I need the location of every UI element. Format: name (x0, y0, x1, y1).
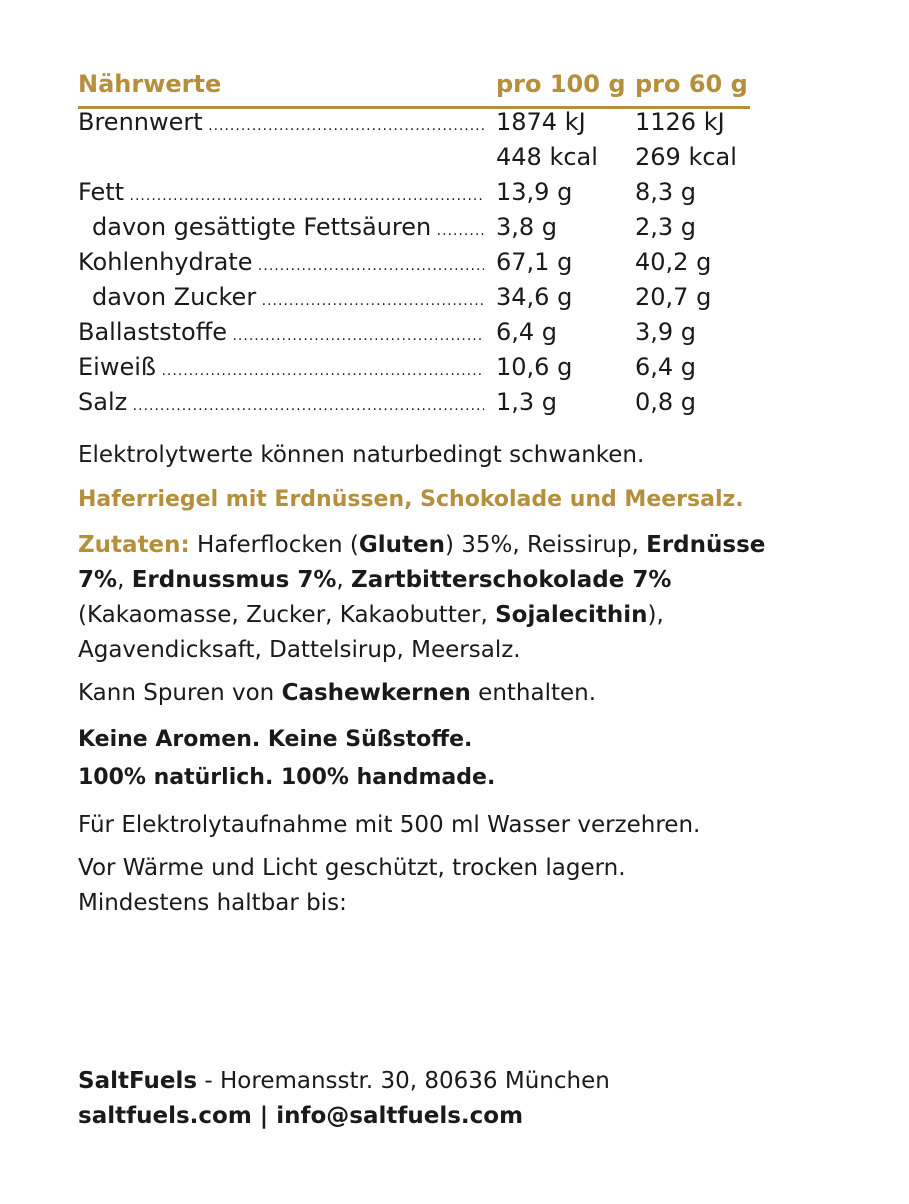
nutrient-name: Ballaststoffe ..... (78, 318, 484, 353)
company-street: - Horemansstr. 30, 80636 München (197, 1068, 610, 1094)
nutrient-name: davon Zucker ..... (92, 283, 484, 318)
nutrition-row-salz (78, 388, 758, 423)
traces-text: enthalten. (470, 680, 597, 706)
claim-no-additives: Keine Aromen. Keine Süßstoffe. (78, 727, 473, 752)
claim-natural-handmade: 100% natürlich. 100% handmade. (78, 765, 496, 790)
storage-note: Vor Wärme und Licht geschützt, trocken lagern. (78, 855, 626, 881)
ingredients-text: , (117, 567, 132, 593)
nutrition-header-name: Nährwerte (78, 70, 222, 98)
ingredients-text: ) 35%, Reissirup, (444, 532, 639, 558)
ingredients-label: Zutaten: (78, 532, 190, 558)
nutrient-per100: 1,3 g (496, 388, 558, 416)
company-address (78, 1064, 838, 1099)
nutrient-per100: 34,6 g (496, 283, 573, 311)
company-website-link[interactable]: saltfuels.com (78, 1103, 252, 1129)
ingredients-text: Haferflocken ( (189, 532, 359, 558)
nutrient-per100: 13,9 g (496, 178, 573, 206)
nutrition-row-eiweiss (78, 353, 758, 388)
traces-note (78, 676, 838, 711)
ingredients-text: (Kakaomasse, Zucker, Kakaobutter, (78, 602, 496, 628)
nutrition-row-ballaststoffe (78, 318, 758, 353)
nutrient-name: Kohlenhydrate ..... (78, 248, 484, 283)
nutrition-row-zucker (78, 283, 758, 318)
nutrient-per100: 448 kcal (496, 143, 598, 171)
nutrient-per100: 6,4 g (496, 318, 558, 346)
contact-separator: | (251, 1103, 277, 1129)
company-name: SaltFuels (78, 1068, 198, 1094)
allergen-gluten: Gluten (358, 532, 445, 558)
nutrient-per60: 6,4 g (635, 353, 697, 381)
nutrient-per60: 40,2 g (635, 248, 712, 276)
company-email-link[interactable]: info@saltfuels.com (276, 1103, 524, 1129)
product-name: Haferriegel mit Erdnüssen, Schokolade und Meersalz. (78, 487, 744, 512)
ingredient-zartbitterschokolade: Zartbitterschokolade 7% (351, 567, 672, 593)
nutrient-per60: 269 kcal (635, 143, 737, 171)
nutrient-per100: 10,6 g (496, 353, 573, 381)
ingredients-text: , (336, 567, 352, 593)
consumption-note: Für Elektrolytaufnahme mit 500 ml Wasser verzehren. (78, 812, 701, 838)
nutrient-name: Salz ..... (78, 388, 484, 423)
nutrient-per100: 1874 kJ (496, 108, 586, 136)
traces-text: Kann Spuren von (78, 680, 282, 706)
nutrition-row-kcal (78, 143, 758, 178)
nutrient-per100: 67,1 g (496, 248, 573, 276)
ingredient-erdnussmus: Erdnussmus 7% (131, 567, 337, 593)
nutrition-row-brennwert (78, 108, 758, 143)
nutrition-table-header (78, 68, 750, 109)
nutrient-per60: 2,3 g (635, 213, 697, 241)
nutrient-per60: 3,9 g (635, 318, 697, 346)
company-contact (78, 1099, 838, 1134)
nutrient-name: Brennwert ..... (78, 108, 484, 143)
allergen-sojalecithin: Sojalecithin (495, 602, 648, 628)
electrolyte-note: Elektrolytwerte können naturbedingt schwanken. (78, 442, 645, 468)
ingredients-text: ), Agavendicksaft, Dattelsirup, Meersalz. (78, 602, 664, 663)
nutrient-per60: 20,7 g (635, 283, 712, 311)
nutrition-row-fett (78, 178, 758, 213)
ingredient-erdnuesse: Erdnüsse 7% (78, 532, 766, 593)
nutrient-per60: 0,8 g (635, 388, 697, 416)
nutrition-header-per100: pro 100 g (496, 70, 626, 98)
nutrient-name: davon gesättigte Fettsäuren ..... (92, 213, 484, 248)
nutrient-per100: 3,8 g (496, 213, 558, 241)
nutrient-name: Eiweiß ..... (78, 353, 484, 388)
nutrient-per60: 8,3 g (635, 178, 697, 206)
ingredients (78, 528, 778, 668)
nutrition-row-kohlenhydrate (78, 248, 758, 283)
nutrient-name: Fett ..... (78, 178, 484, 213)
allergen-cashewkernen: Cashewkernen (281, 680, 471, 706)
nutrition-header-per60: pro 60 g (635, 70, 748, 98)
nutrient-per60: 1126 kJ (635, 108, 725, 136)
nutrition-row-gesaettigte-fettsaeuren (78, 213, 758, 248)
best-before-label: Mindestens haltbar bis: (78, 890, 347, 916)
